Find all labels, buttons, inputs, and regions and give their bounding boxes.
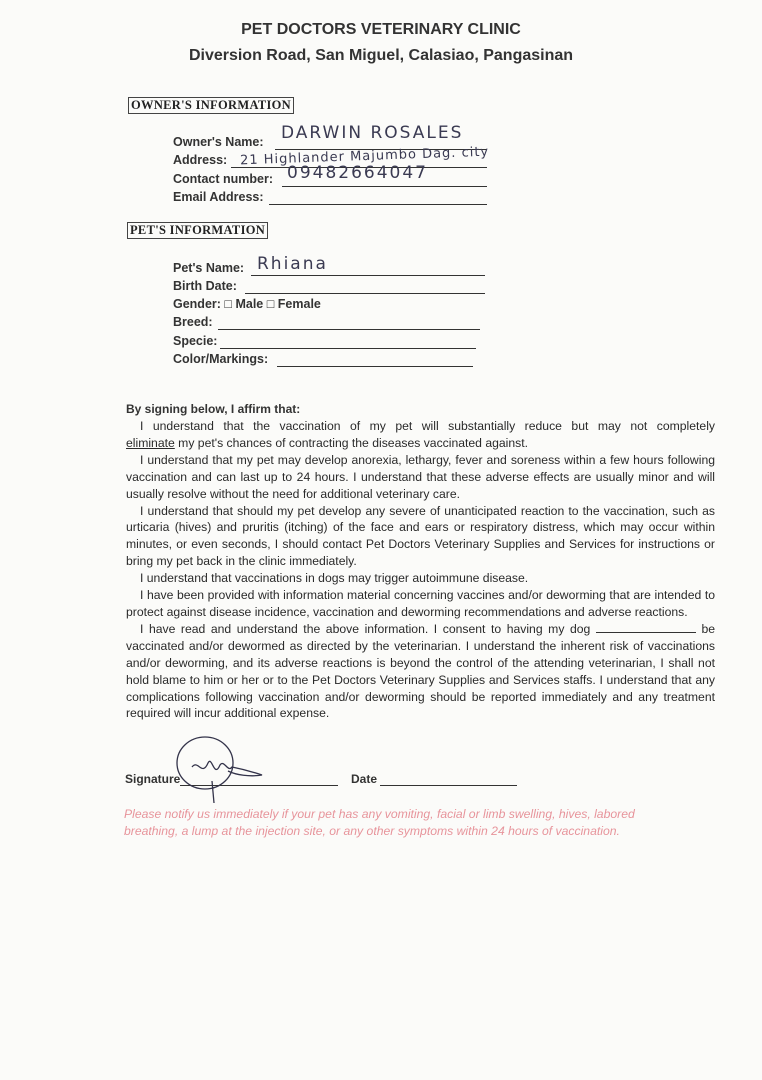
male-checkbox[interactable]: □ [224, 297, 232, 311]
pet-name-label: Pet's Name: [173, 261, 245, 275]
affirm-paragraph-1: I understand that the vaccination of my pet will substantially reduce but may not completely [140, 419, 715, 433]
contact-line [282, 186, 487, 187]
color-markings-label: Color/Markings: [173, 352, 269, 366]
color-markings-line[interactable] [277, 366, 473, 367]
eliminate-word: eliminate [126, 435, 175, 450]
signature-label: Signature [125, 772, 181, 786]
contact-field[interactable]: 09482664047 [287, 163, 428, 183]
date-label: Date [351, 772, 378, 786]
pet-section-title: PET'S INFORMATION [127, 222, 268, 239]
pet-name-field[interactable]: Rhiana [257, 254, 328, 274]
pet-name-line [251, 275, 485, 276]
notice-text: Please notify us immediately if your pet has any vomiting, facial or limb swelling, hives, labored breathing, a lump at the injection site, or any other symptoms within 24 hours of vaccination. [124, 807, 635, 838]
gender-label: Gender: [173, 297, 221, 311]
male-option-label: Male [235, 297, 264, 311]
signature-mark [170, 733, 270, 813]
affirm-paragraph-4: I understand that vaccinations in dogs may trigger autoimmune disease. [140, 571, 529, 586]
clinic-name: PET DOCTORS VETERINARY CLINIC [241, 21, 521, 38]
affirm-paragraph-3: I understand that should my pet develop any severe of unanticipated reaction to the vaccination, such as urticaria (hives) and pruritis (itching) of the face and ears or respiratory distress, which may occur within minutes, or even seconds, I should contact Pet Doctors Veterinary Supplies and Services for instructions or bring my pet back in the clinic immediately. [126, 503, 715, 569]
affirm-paragraph-6: I have read and understand the above information. I consent to having my dog be vaccinated and/or dewormed as directed by the veterinarian. I understand the inherent risk of vaccinations and/or deworming, and its adverse reactions is beyond the control of the attending veterinarian, I shall not hold blame to him or her or to the Pet Doctors Veterinary Supplies and Services staffs. I understand that any complications following vaccination and/or deworming should be reported immediately and any treatment required will incur additional expense. [126, 621, 715, 721]
specie-line[interactable] [220, 348, 476, 349]
owner-name-field[interactable]: DARWIN ROSALES [281, 123, 464, 143]
female-option-label: Female [277, 297, 321, 311]
breed-line[interactable] [218, 329, 480, 330]
owner-section-title: OWNER'S INFORMATION [128, 97, 294, 114]
affirmation-text [126, 418, 715, 722]
clinic-address: Diversion Road, San Miguel, Calasiao, Pangasinan [188, 47, 574, 64]
dog-name-blank[interactable] [596, 622, 696, 633]
affirm-heading: By signing below, I affirm that: [126, 402, 301, 416]
affirm-paragraph-1-cont: eliminate my pet's chances of contracting the diseases vaccinated against. [126, 435, 529, 450]
affirm-paragraph-5: I have been provided with information material concerning vaccines and/or deworming that are intended to protect against disease incidence, vaccination and deworming recommendations and adverse reactions. [126, 588, 715, 619]
email-line [269, 204, 487, 205]
date-line[interactable] [380, 785, 517, 786]
specie-label: Specie: [173, 334, 218, 348]
gender-row [173, 297, 321, 311]
contact-label: Contact number: [173, 172, 273, 186]
email-label: Email Address: [173, 190, 264, 204]
female-checkbox[interactable]: □ [266, 297, 275, 311]
birth-date-label: Birth Date: [173, 279, 237, 293]
breed-label: Breed: [173, 315, 213, 329]
address-label: Address: [173, 153, 228, 167]
owner-name-label: Owner's Name: [173, 135, 264, 149]
affirm-paragraph-2: I understand that my pet may develop anorexia, lethargy, fever and soreness within a few hours following vaccination and can last up to 24 hours. I understand that these adverse effects are usually minor and will usually resolve without the need for additional veterinary care. [126, 452, 715, 501]
address-field[interactable]: 21 Highlander Majumbo Dag. city [239, 144, 490, 169]
birth-date-line[interactable] [245, 293, 485, 294]
